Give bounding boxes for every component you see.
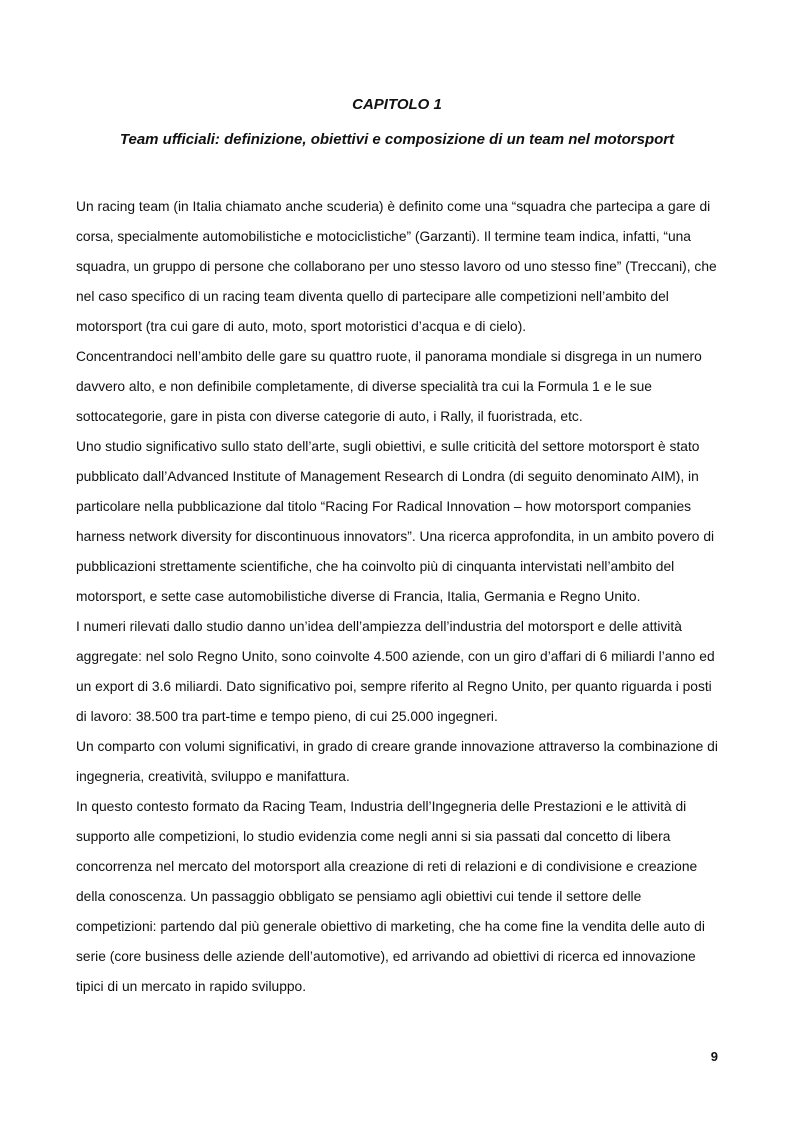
paragraph-sector-volumes: Un comparto con volumi significativi, in grado di creare grande innovazione attraverso la combinazione di ingegneria, creatività, sviluppo e manifattura. [76, 739, 718, 784]
body-text [76, 192, 718, 1002]
chapter-title: Team ufficiali: definizione, obiettivi e composizione di un team nel motorsport [119, 131, 675, 148]
paragraph-definition: Un racing team (in Italia chiamato anche scuderia) è definito come una “squadra che partecipa a gare di corsa, specialmente automobilistiche e motociclistiche” (Garzanti). Il termine team indica, infatti, “una squadra, un gruppo di persone che collaborano per uno stesso lavoro od uno stesso fine” (Treccani), che nel caso specifico di un racing team diventa quello di partecipare alle competizioni nell’ambito del motorsport (tra cui gare di auto, moto, sport motoristici d’acqua e di cielo). [76, 199, 717, 334]
chapter-label: CAPITOLO 1 [352, 96, 442, 113]
page-number: 9 [710, 1049, 718, 1064]
paragraph-uk-numbers: I numeri rilevati dallo studio danno un’idea dell’ampiezza dell’industria del motorsport e delle attività aggregate: nel solo Regno Unito, sono coinvolte 4.500 aziende, con un giro d’affari di 6 miliardi l’anno ed un export di 3.6 miliardi. Dato significativo poi, sempre riferito al Regno Unito, per quanto riguarda i posti di lavoro: 38.500 tra part-time e tempo pieno, di cui 25.000 ingegneri. [76, 619, 715, 724]
paragraph-aim-study: Uno studio significativo sullo stato dell’arte, sugli obiettivi, e sulle criticità del settore motorsport è stato pubblicato dall’Advanced Institute of Management Research di Londra (di seguito denominato AIM), in particolare nella pubblicazione dal titolo “Racing For Radical Innovation – how motorsport companies harness network diversity for discontinuous innovators”. Una ricerca approfondita, in un ambito povero di pubblicazioni strettamente scientifiche, che ha coinvolto più di cinquanta intervistati nell’ambito del motorsport, e sette case automobilistiche diverse di Francia, Italia, Germania e Regno Unito. [76, 439, 715, 604]
paragraph-network-context: In questo contesto formato da Racing Team, Industria dell’Ingegneria delle Prestazioni e le attività di supporto alle competizioni, lo studio evidenzia come negli anni si sia passati dal concetto di libera concorrenza nel mercato del motorsport alla creazione di reti di relazioni e di condivisione e creazione della conoscenza. Un passaggio obbligato se pensiamo agli obiettivi cui tende il settore delle competizioni: partendo dal più generale obiettivo di marketing, che ha come fine la vendita delle auto di serie (core business delle aziende dell’automotive), ed arrivando ad obiettivi di ricerca ed innovazione tipici di un mercato in rapido sviluppo. [76, 799, 705, 994]
paragraph-four-wheels: Concentrandoci nell’ambito delle gare su quattro ruote, il panorama mondiale si disgrega in un numero davvero alto, e non definibile completamente, di diverse specialità tra cui la Formula 1 e le sue sottocategorie, gare in pista con diverse categorie di auto, i Rally, il fuoristrada, etc. [76, 349, 702, 424]
